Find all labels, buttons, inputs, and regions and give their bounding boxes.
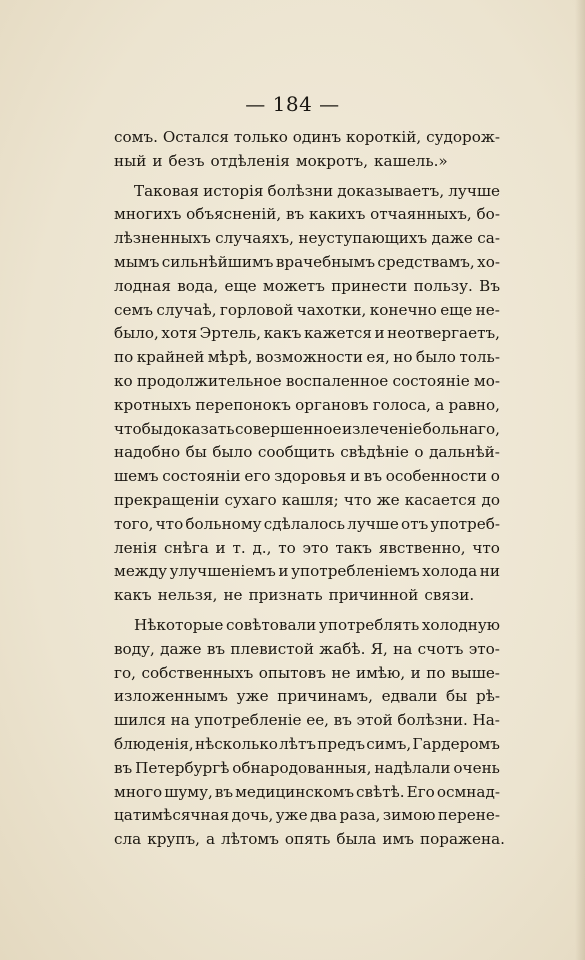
word: рѣ- <box>475 687 500 706</box>
page-number: — 184 — <box>245 92 340 116</box>
word: совѣтовали <box>226 615 317 634</box>
word: Эртель, <box>199 324 262 343</box>
word: еще <box>440 300 473 319</box>
word: въ <box>214 782 234 801</box>
word: его <box>244 467 271 486</box>
word: это <box>302 538 329 557</box>
word: въ <box>286 205 305 224</box>
word: воспаленное <box>285 371 389 390</box>
word: Гардеромъ <box>412 734 500 753</box>
word: не <box>223 586 243 605</box>
word: плевистой <box>230 639 314 658</box>
word: связи. <box>424 586 475 605</box>
word: симъ, <box>366 734 412 753</box>
word: больному <box>185 514 262 533</box>
word: перене- <box>437 806 500 825</box>
text-line <box>114 614 500 638</box>
word: какъ <box>114 586 152 605</box>
word: неуступающихъ <box>298 229 428 248</box>
text-line <box>114 662 500 686</box>
word: о <box>490 467 500 486</box>
word: кашля; <box>281 490 339 509</box>
text-line <box>114 227 500 251</box>
word: толь- <box>459 348 500 367</box>
word: крайней <box>136 348 205 367</box>
word: хо- <box>477 252 500 271</box>
word: до <box>481 490 500 509</box>
word: можетъ <box>262 276 325 295</box>
word: доказываетъ, <box>337 181 445 200</box>
word: по <box>114 348 134 367</box>
word: состояніи <box>162 467 241 486</box>
word: горловой <box>219 300 294 319</box>
word: ленія <box>114 538 158 557</box>
word: даже <box>431 229 473 248</box>
word: конечно <box>369 300 437 319</box>
word: отчаянныхъ, <box>370 205 472 224</box>
word: нѣсколько <box>194 734 278 753</box>
text-line <box>114 513 500 537</box>
word: особенности <box>385 467 488 486</box>
word: лѣзненныхъ <box>114 229 211 248</box>
word: было <box>212 443 253 462</box>
text-line <box>114 150 500 174</box>
word: блюденія, <box>114 734 194 753</box>
body-text <box>114 126 505 852</box>
text-line <box>114 804 500 828</box>
word: бы <box>446 687 468 706</box>
text-line <box>114 322 500 346</box>
word: на <box>393 639 413 658</box>
word: холодную <box>421 615 500 634</box>
word: какъ <box>263 324 302 343</box>
word: болѣзни. <box>397 711 468 730</box>
text-line <box>114 275 500 299</box>
word: врачебнымъ <box>275 252 375 271</box>
word: же <box>376 490 400 509</box>
word: семъ <box>114 300 153 319</box>
word: зимою <box>382 806 436 825</box>
word: и <box>152 151 163 170</box>
word: состояніе <box>392 371 470 390</box>
word: лодная <box>114 276 171 295</box>
word: но <box>393 348 413 367</box>
word: здоровья <box>274 467 347 486</box>
word: отъ <box>401 514 429 533</box>
word: больнаго, <box>422 419 500 438</box>
word: ее, <box>306 711 330 730</box>
word: а <box>205 830 216 849</box>
word: совершенное <box>235 419 342 438</box>
word: вода, <box>177 276 219 295</box>
word: выше- <box>451 663 500 682</box>
word: шемъ <box>114 467 159 486</box>
word: уже <box>236 687 269 706</box>
word: цатимѣсячная <box>114 806 230 825</box>
word: лучше <box>448 181 500 200</box>
word: мо- <box>473 371 500 390</box>
word: судорож- <box>426 128 500 146</box>
word: только <box>233 128 288 146</box>
word: Петербургѣ <box>135 758 230 777</box>
word: хотя <box>161 324 198 343</box>
word: шуму, <box>164 782 213 801</box>
word: опять <box>284 830 331 849</box>
word: и <box>215 538 226 557</box>
word: употребленіе <box>194 711 302 730</box>
text-line <box>114 203 500 227</box>
word: продолжительное <box>136 371 282 390</box>
word: не- <box>475 300 500 319</box>
text-line <box>114 346 500 370</box>
word: между <box>114 562 168 581</box>
word: причинной <box>328 586 419 605</box>
word: причинамъ, <box>277 687 373 706</box>
text-line <box>114 489 500 513</box>
word: исторія <box>203 181 264 200</box>
word: свѣтѣ. <box>356 782 405 801</box>
text-line <box>114 465 500 489</box>
text-line <box>114 709 500 733</box>
word: очень <box>453 758 500 777</box>
text-line <box>114 180 500 204</box>
word: жабѣ. <box>319 639 366 658</box>
word: о <box>414 443 424 462</box>
text-line <box>114 828 505 852</box>
word: излеченіе <box>342 419 423 438</box>
word: одинъ <box>292 128 342 146</box>
text-line <box>114 685 500 709</box>
word: са- <box>477 229 500 248</box>
word: касается <box>404 490 477 509</box>
text-line <box>114 757 500 781</box>
word: органовъ <box>295 395 369 414</box>
word: не <box>331 663 351 682</box>
word: поражена. <box>419 830 505 849</box>
word: этой <box>356 711 393 730</box>
word: это- <box>468 639 500 658</box>
word: перепонокъ <box>195 395 291 414</box>
word: безъ <box>168 151 205 170</box>
word: ея, <box>366 348 390 367</box>
word: голоса, <box>372 395 432 414</box>
word: было <box>415 348 456 367</box>
word: короткій, <box>346 128 422 146</box>
text-line <box>114 251 500 275</box>
word: изложеннымъ <box>114 687 228 706</box>
word: въ <box>114 758 133 777</box>
word: даже <box>160 639 202 658</box>
word: надѣлали <box>374 758 451 777</box>
word: неотвергаетъ, <box>387 324 500 343</box>
word: опытовъ <box>258 663 326 682</box>
word: сухаго <box>224 490 277 509</box>
word: принести <box>331 276 408 295</box>
word: объясненій, <box>186 205 282 224</box>
word: пользу. <box>413 276 473 295</box>
word: ко <box>114 371 133 390</box>
word: Въ <box>479 276 500 295</box>
text-line <box>114 584 500 608</box>
word: Таковая <box>134 181 200 200</box>
word: едвали <box>381 687 438 706</box>
word: было, <box>114 324 159 343</box>
word: что <box>343 490 372 509</box>
word: употребленіемъ <box>291 562 420 581</box>
word: холода <box>422 562 478 581</box>
word: сильнѣйшимъ <box>161 252 274 271</box>
word: Остался <box>162 128 229 146</box>
word: мѣрѣ, <box>207 348 253 367</box>
word: доказать <box>163 419 235 438</box>
word: средствамъ, <box>377 252 475 271</box>
word: надобно <box>114 443 181 462</box>
word: чтобы <box>114 419 163 438</box>
word: т. <box>232 538 246 557</box>
word: много <box>114 782 163 801</box>
word: случаѣ, <box>156 300 217 319</box>
word: воду, <box>114 639 155 658</box>
word: и <box>349 467 361 486</box>
text-line <box>114 370 500 394</box>
word: дальнѣй- <box>429 443 500 462</box>
word: уже <box>275 806 308 825</box>
word: въ <box>333 711 352 730</box>
word: того, <box>114 514 154 533</box>
word: Нѣкоторые <box>134 615 224 634</box>
word: Я, <box>370 639 388 658</box>
word: возможности <box>255 348 364 367</box>
text-line <box>114 537 500 561</box>
word: отдѣленія <box>210 151 290 170</box>
text-line <box>114 638 500 662</box>
word: а <box>435 395 445 414</box>
word: дочь, <box>231 806 274 825</box>
word: что <box>472 538 500 557</box>
word: кажется <box>303 324 372 343</box>
word: кротныхъ <box>114 395 192 414</box>
word: мокротъ, <box>295 151 369 170</box>
word: сла <box>114 830 142 849</box>
word: медицинскомъ <box>235 782 354 801</box>
word: на <box>170 711 190 730</box>
word: и <box>278 562 289 581</box>
word: крупъ, <box>147 830 200 849</box>
word: свѣдѣніе <box>340 443 409 462</box>
word: собственныхъ <box>141 663 254 682</box>
word: снѣга <box>163 538 209 557</box>
word: лѣтомъ <box>221 830 279 849</box>
word: ный <box>114 151 147 170</box>
word: раза, <box>339 806 381 825</box>
word: въ <box>206 639 226 658</box>
text-line <box>114 781 500 805</box>
word: счотъ <box>417 639 464 658</box>
word: лучше <box>347 514 399 533</box>
word: болѣзни <box>267 181 334 200</box>
word: го, <box>114 663 136 682</box>
word: по <box>426 663 446 682</box>
text-line <box>114 418 500 442</box>
word: На- <box>472 711 500 730</box>
word: прекращеніи <box>114 490 220 509</box>
word: два <box>310 806 338 825</box>
word: еще <box>224 276 257 295</box>
text-line <box>114 299 500 323</box>
word: была <box>336 830 377 849</box>
word: кашель.» <box>374 151 448 170</box>
word: то <box>278 538 296 557</box>
word: имѣю, <box>356 663 406 682</box>
word: равно, <box>448 395 500 414</box>
word: бо- <box>476 205 500 224</box>
word: мымъ <box>114 252 160 271</box>
word: признать <box>248 586 323 605</box>
word: улучшеніемъ <box>169 562 276 581</box>
text-line <box>114 441 500 465</box>
word: сомъ. <box>114 128 158 146</box>
word: такъ <box>335 538 372 557</box>
word: сдѣлалось <box>263 514 346 533</box>
text-line <box>114 126 500 150</box>
word: имъ <box>382 830 414 849</box>
word: бы <box>185 443 207 462</box>
word: употреб- <box>430 514 500 533</box>
text-line <box>114 560 500 584</box>
text-line <box>114 394 500 418</box>
word: Его <box>406 782 435 801</box>
word: и <box>374 324 385 343</box>
word: лѣтъ <box>279 734 317 753</box>
word: случаяхъ, <box>215 229 294 248</box>
word: предъ <box>317 734 366 753</box>
word: какихъ <box>308 205 366 224</box>
word: нельзя, <box>157 586 218 605</box>
word: явственно, <box>378 538 466 557</box>
word: сообщить <box>257 443 335 462</box>
word: многихъ <box>114 205 182 224</box>
word: чахотки, <box>296 300 367 319</box>
word: осмнад- <box>436 782 500 801</box>
word: употреблять <box>318 615 420 634</box>
word: что <box>155 514 184 533</box>
page-edge-shadow <box>575 0 585 960</box>
word: ни <box>479 562 500 581</box>
word: и <box>410 663 421 682</box>
word: д., <box>252 538 272 557</box>
text-line <box>114 733 500 757</box>
word: въ <box>363 467 382 486</box>
word: шился <box>114 711 166 730</box>
word: обнародованныя, <box>232 758 372 777</box>
